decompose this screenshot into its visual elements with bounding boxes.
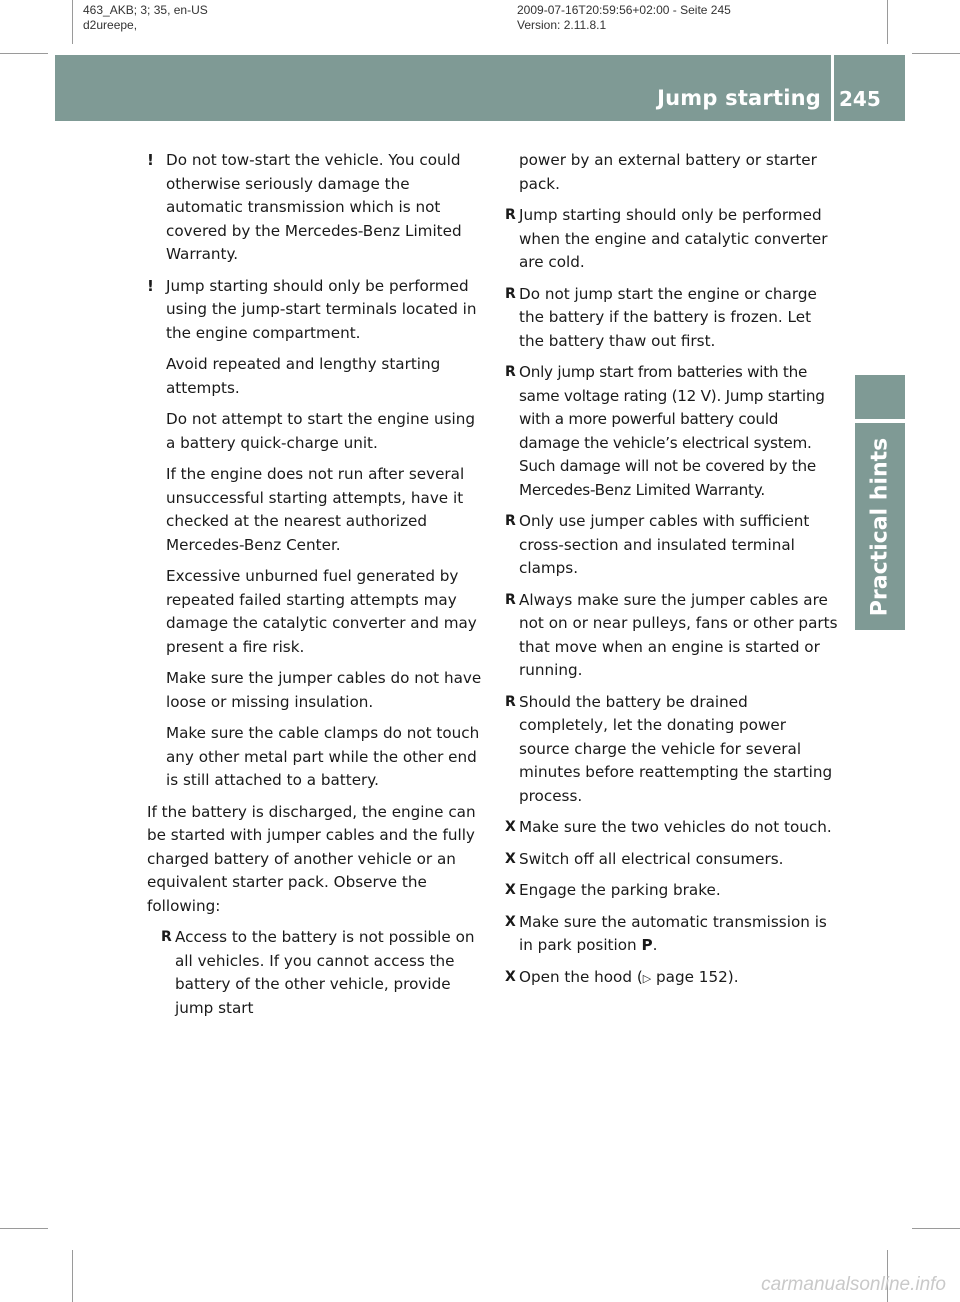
- warning-jump-start: [147, 275, 483, 793]
- list-item: [505, 361, 840, 502]
- meta-author: d2ureepe,: [83, 18, 138, 32]
- meta-timestamp: 2009-07-16T20:59:56+02:00 - Seite 245: [517, 3, 731, 17]
- list-item: [505, 204, 840, 275]
- page-number: 245: [839, 87, 881, 111]
- list-item: [505, 589, 840, 683]
- crop-mark-top-right-h: [912, 53, 960, 54]
- bullet-text: Only jump start from batteries with the same voltage rating (12 V). Jump starting with a more powerful battery could damage the vehicle’s electrical system. Such damage will not be covered by the Mercedes-Benz Limited Warranty.: [519, 363, 825, 499]
- bullet-icon: R: [505, 207, 516, 223]
- side-tab-marker: [855, 375, 905, 419]
- step-arrow-icon: X: [505, 882, 516, 898]
- instruction-step: [505, 966, 840, 991]
- bullet-text: Should the battery be drained completely, let the donating power source charge the vehicle for several minutes before reattempting the starting process.: [519, 692, 833, 805]
- print-meta-left: [83, 3, 208, 33]
- instruction-step: [505, 911, 840, 958]
- step-text: Open the hood (: [519, 967, 643, 986]
- intro-paragraph: If the battery is discharged, the engine can be started with jumper cables and the fully charged battery of another vehicle or an equivalent starter pack. Observe the following:: [147, 802, 476, 915]
- step-arrow-icon: X: [505, 913, 516, 930]
- watermark: carmanualsonline.info: [761, 1274, 946, 1295]
- crop-mark-top-left-h: [0, 53, 48, 54]
- bullet-icon: R: [505, 513, 516, 529]
- warning-paragraph: Make sure the cable clamps do not touch any other metal part while the other end is still attached to a battery.: [166, 724, 480, 789]
- right-column: [505, 149, 840, 998]
- step-text: Engage the parking brake.: [519, 881, 721, 899]
- bullet-text: Jump starting should only be performed when the engine and catalytic converter are cold.: [519, 206, 828, 271]
- warning-paragraph: Excessive unburned fuel generated by repeated failed starting attempts may damage the catalytic converter and may present a fire risk.: [166, 567, 477, 656]
- gear-position: P: [641, 936, 653, 954]
- bullet-icon: R: [505, 364, 516, 380]
- header-divider: [831, 55, 834, 121]
- bullet-text: Only use jumper cables with sufficient cross-section and insulated terminal clamps.: [519, 512, 810, 577]
- warning-text: Do not tow-start the vehicle. You could otherwise seriously damage the automatic transmission which is not covered by the Mercedes-Benz Limited Warranty.: [166, 151, 462, 263]
- step-text-end: .: [652, 936, 658, 954]
- page-ref-triangle-icon: ▷: [642, 971, 652, 985]
- warning-tow-start: [147, 149, 483, 267]
- warning-icon: !: [147, 151, 154, 169]
- step-text: Switch off all electrical consumers.: [519, 849, 784, 868]
- instruction-step: [505, 848, 840, 872]
- crop-mark-top-left-v: [72, 0, 73, 44]
- bullet-text: Access to the battery is not possible on all vehicles. If you cannot access the battery of the other vehicle, provide jump start: [175, 928, 475, 1017]
- warning-paragraph: Jump starting should only be performed using the jump-start terminals located in the engine compartment.: [166, 276, 477, 342]
- page-title: Jump starting: [657, 86, 821, 110]
- warning-icon: !: [147, 276, 154, 295]
- meta-version: Version: 2.11.8.1: [517, 18, 607, 32]
- meta-file-id: 463_AKB; 3; 35, en-US: [83, 3, 208, 17]
- warning-paragraph: Make sure the jumper cables do not have loose or missing insulation.: [166, 669, 482, 711]
- step-arrow-icon: X: [505, 968, 516, 985]
- step-arrow-icon: X: [505, 819, 516, 835]
- print-meta-right: [517, 3, 731, 33]
- bullet-icon: R: [505, 591, 516, 608]
- bullet-text: Do not jump start the engine or charge the battery if the battery is frozen. Let the battery thaw out first.: [519, 284, 817, 350]
- crop-mark-bottom-right-h: [912, 1228, 960, 1229]
- instruction-step: [505, 816, 840, 840]
- warning-paragraph: Avoid repeated and lengthy starting attempts.: [166, 355, 441, 397]
- step-text: Make sure the two vehicles do not touch.: [519, 818, 832, 836]
- warning-paragraph: Do not attempt to start the engine using a battery quick-charge unit.: [166, 410, 475, 452]
- bullet-icon: R: [505, 285, 516, 302]
- bullet-icon: R: [161, 929, 172, 945]
- header-bar: [55, 55, 905, 121]
- bullet-icon: R: [505, 693, 516, 710]
- bullet-text: Always make sure the jumper cables are not on or near pulleys, fans or other parts that move when an engine is started or running.: [519, 590, 838, 679]
- side-tab-label: Practical hints: [867, 437, 893, 616]
- crop-mark-bottom-left-h: [0, 1228, 48, 1229]
- warning-paragraph: If the engine does not run after several unsuccessful starting attempts, have it checked at the nearest authorized Mercedes-Benz Center.: [166, 465, 465, 554]
- left-column: [147, 149, 483, 1028]
- crop-mark-top-right-v: [887, 0, 888, 44]
- list-item: [505, 510, 840, 581]
- list-item: [161, 926, 483, 1020]
- page-reference-link[interactable]: page 152).: [651, 967, 739, 986]
- side-tab-section: [855, 423, 905, 630]
- instruction-step: [505, 879, 840, 903]
- list-item: [505, 691, 840, 809]
- list-item: [505, 283, 840, 354]
- step-text: Make sure the automatic transmission is in park position: [519, 912, 827, 954]
- crop-mark-bottom-left-v: [72, 1250, 73, 1302]
- bullet-continuation: power by an external battery or starter pack.: [519, 151, 817, 193]
- step-arrow-icon: X: [505, 850, 516, 867]
